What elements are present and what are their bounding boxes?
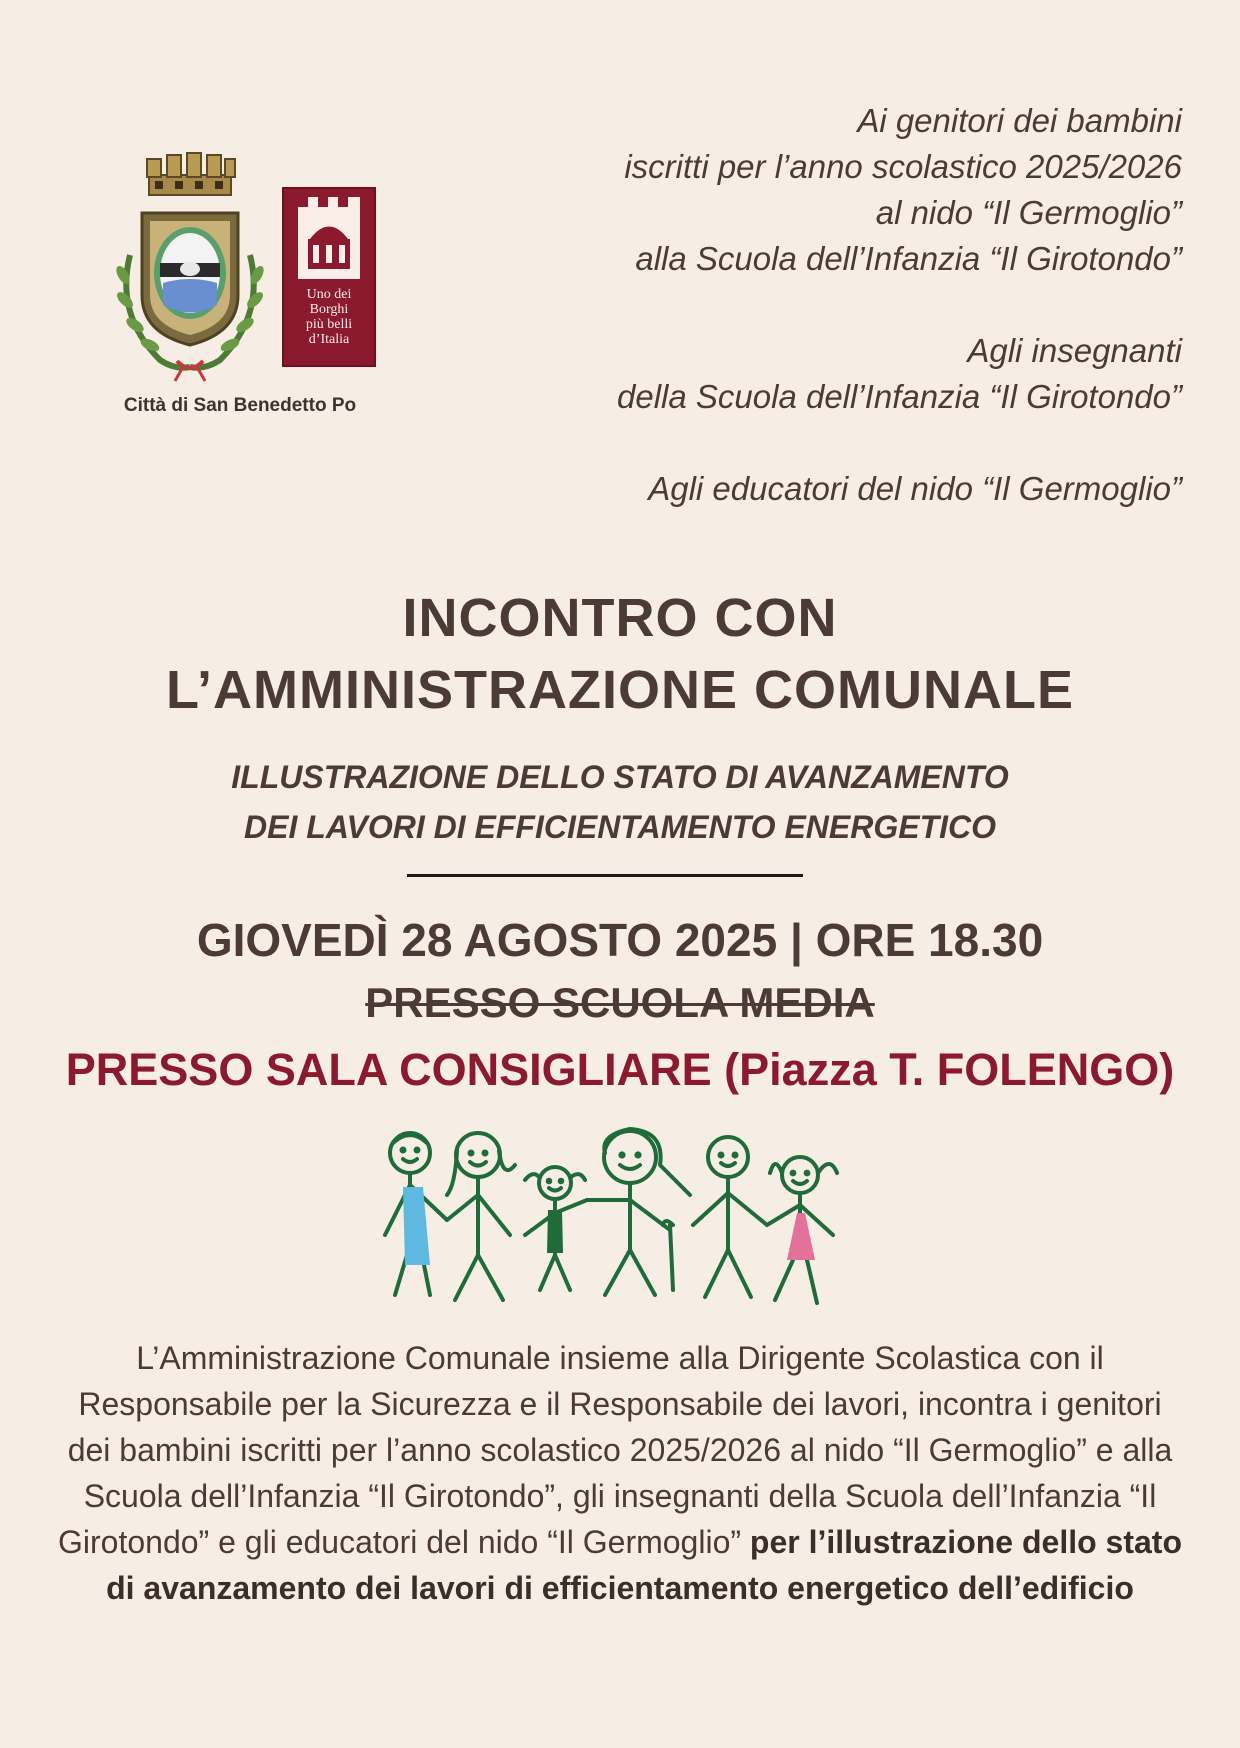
borghi-logo-text: Uno dei Borghi più belli d’Italia [305,287,353,347]
pink-dress-icon [787,1213,815,1260]
city-name-label: Città di San Benedetto Po [123,395,357,416]
child-body-icon [547,1210,563,1253]
recipient-line: Agli educatori del nido “Il Germoglio” [648,470,1182,507]
city-coat-of-arms-icon [105,145,275,385]
subtitle-line-1: ILLUSTRAZIONE DELLO STATO DI AVANZAMENTO [231,759,1009,795]
title-line-1: INCONTRO CON [402,588,838,648]
subtitle [0,752,1240,852]
crown-icon [147,153,235,195]
event-new-place: PRESSO SALA CONSIGLIARE (Piazza T. FOLENGO) [65,1044,1175,1095]
body-plain-text: L’Amministrazione Comunale insieme alla Dirigente Scolastica con il Responsabile per la Sicurezza e il Responsabile dei lavori, incontra i genitori dei bambini iscritti per l’anno scolastico 2025/2026 al nido “Il Germoglio” e alla Scuola dell’Infanzia “Il Girotondo”, gli insegnanti della Scuola dell’Infanzia “Il Girotondo” e gli educatori del nido “Il Germoglio” [58,1340,1173,1560]
page-title [0,582,1240,726]
title-line-2: L’AMMINISTRAZIONE COMUNALE [166,660,1074,720]
borghi-logo [282,187,376,367]
body-bold-text: per l’illustrazione dello stato di avanzamento dei lavori di efficientamento energetico dell’edificio [106,1524,1182,1606]
recipient-line: al nido “Il Germoglio” [875,194,1182,231]
recipients-teachers [422,328,1182,420]
recipients-block [422,98,1182,512]
logos-block [95,145,385,435]
recipient-line: della Scuola dell’Infanzia “Il Girotondo” [617,378,1182,415]
recipient-line: Ai genitori dei bambini [857,102,1182,139]
recipients-educators [422,466,1182,512]
body-paragraph [55,1335,1185,1611]
recipients-parents [422,98,1182,282]
tower-icon [284,189,374,289]
subtitle-line-2: DEI LAVORI DI EFFICIENTAMENTO ENERGETICO [243,809,997,845]
recipient-line: alla Scuola dell’Infanzia “Il Girotondo” [635,240,1182,277]
recipient-line: iscritti per l’anno scolastico 2025/2026 [624,148,1182,185]
event-date: GIOVEDÌ 28 AGOSTO 2025 | ORE 18.30 [196,914,1044,966]
event-old-place: PRESSO SCUOLA MEDIA [365,979,875,1026]
recipient-line: Agli insegnanti [967,332,1182,369]
family-illustration-icon [375,1125,865,1315]
divider [407,874,803,877]
